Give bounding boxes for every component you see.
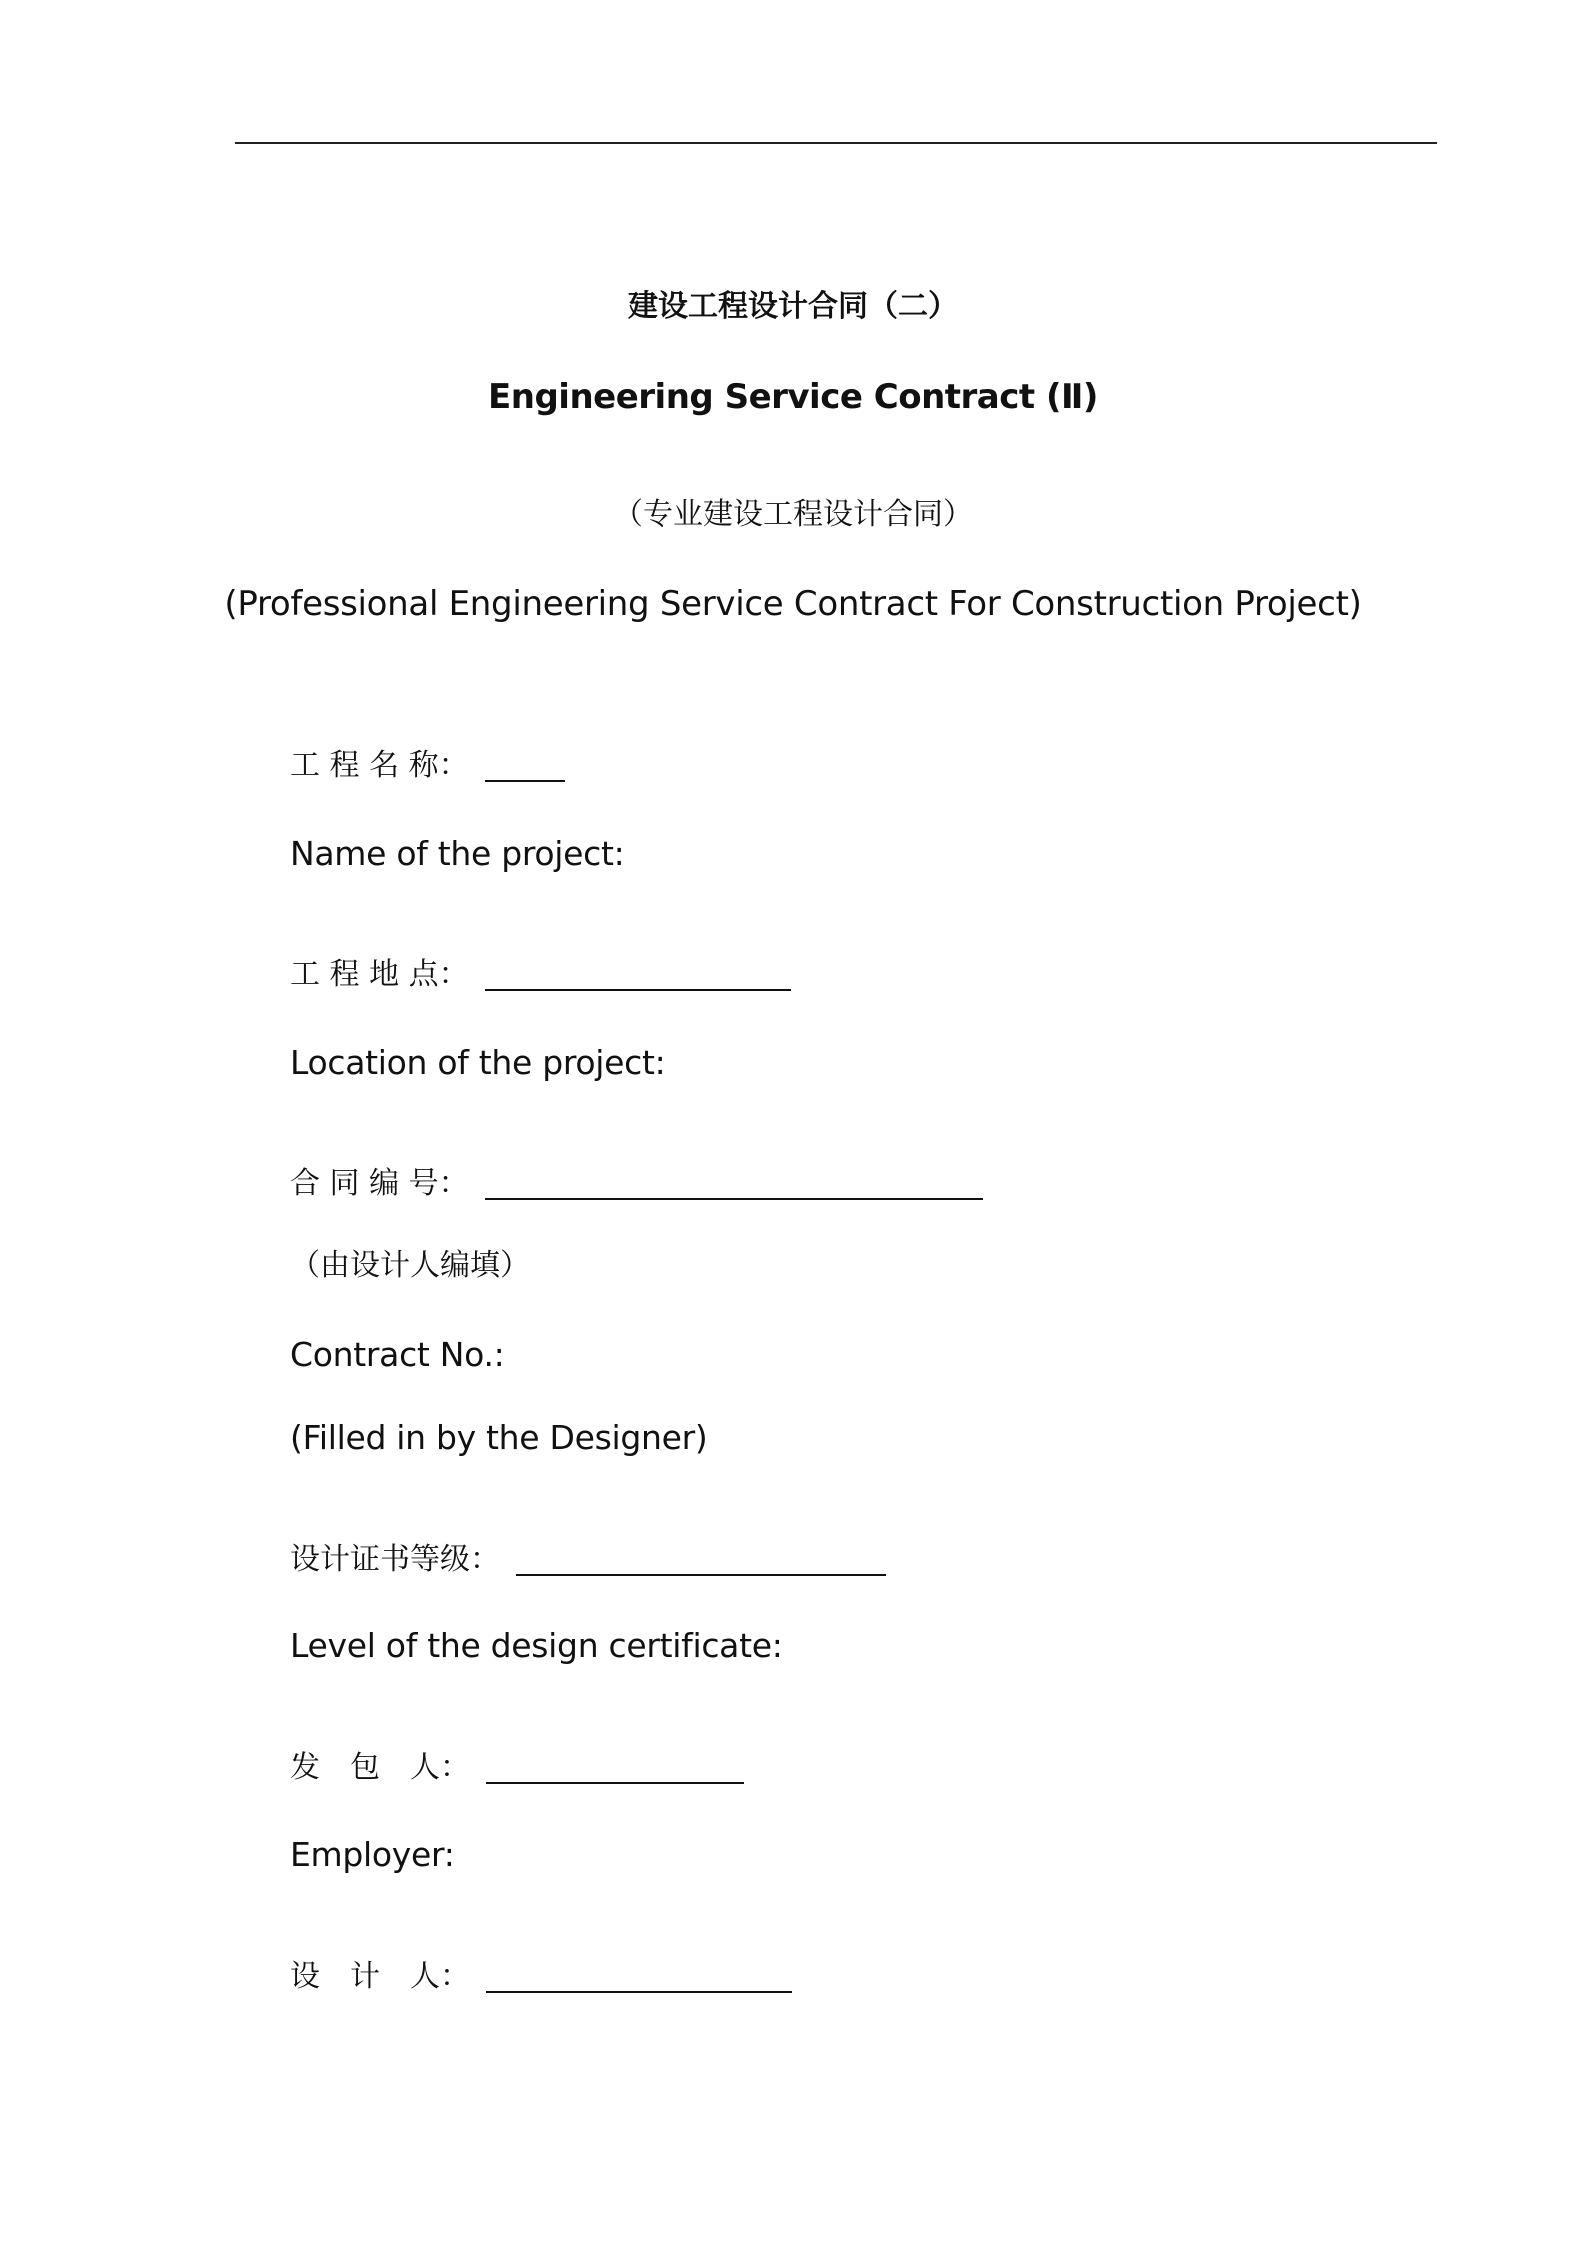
contract-no-label-en: Contract No.: [290,1335,505,1374]
employer-label-cn: 发 包 人： [290,1750,470,1785]
subtitle-chinese: （专业建设工程设计合同） [613,497,973,532]
certificate-level-blank[interactable] [516,1574,886,1576]
project-name-row [290,746,565,786]
title-chinese: 建设工程设计合同（二） [628,289,958,324]
header-rule [235,142,1437,144]
employer-label-en: Employer: [290,1835,455,1874]
project-location-label-en: Location of the project: [290,1043,666,1082]
project-location-row [290,955,791,995]
project-name-label-en: Name of the project: [290,834,625,873]
project-name-label-cn: 工 程 名 称： [290,748,469,783]
designer-blank[interactable] [486,1991,792,1993]
contract-no-label-cn: 合 同 编 号： [290,1166,469,1201]
contract-no-row [290,1164,983,1204]
subtitle-english: (Professional Engineering Service Contract For Construction Project) [224,584,1362,624]
certificate-level-label-cn: 设计证书等级： [290,1542,500,1577]
designer-label-cn: 设 计 人： [290,1959,470,1994]
employer-row [290,1748,744,1788]
title-english: Engineering Service Contract (Ⅱ) [488,377,1098,417]
contract-no-note-en: (Filled in by the Designer) [290,1418,708,1457]
contract-no-note-cn: （由设计人编填） [290,1248,530,1283]
certificate-level-row [290,1540,886,1580]
contract-no-blank[interactable] [485,1198,983,1200]
project-location-label-cn: 工 程 地 点： [290,957,469,992]
project-name-blank[interactable] [485,780,565,782]
project-location-blank[interactable] [485,989,791,991]
designer-row [290,1957,792,1997]
certificate-level-label-en: Level of the design certificate: [290,1626,783,1665]
employer-blank[interactable] [486,1782,744,1784]
